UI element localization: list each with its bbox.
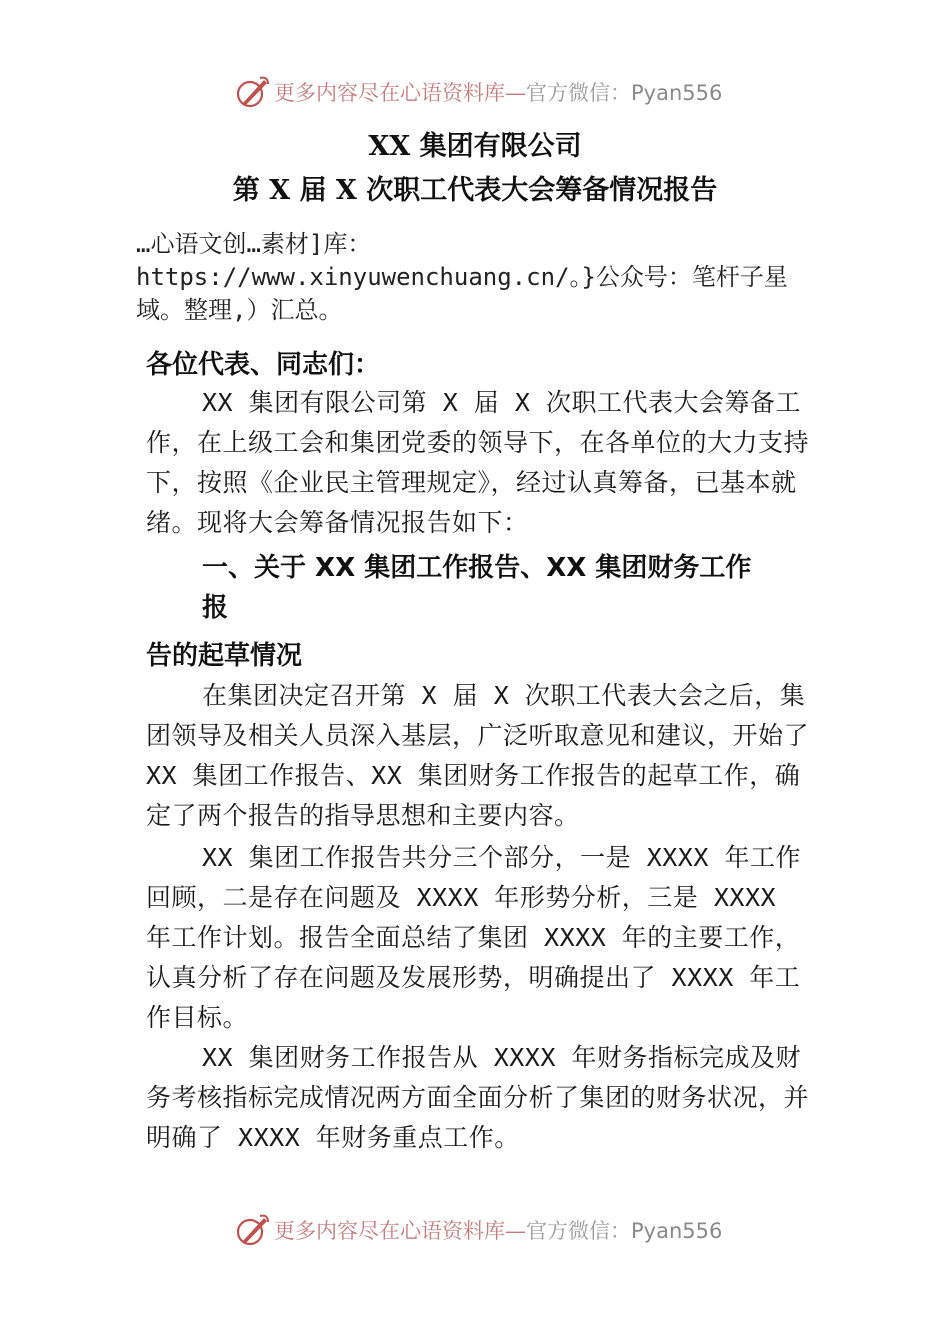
- banner-wechat-label: 官方微信：: [526, 1219, 631, 1243]
- salutation: 各位代表、同志们：: [146, 350, 381, 380]
- banner-account: Pyan556: [631, 81, 723, 105]
- banner-dash: —: [505, 1219, 526, 1243]
- banner-account: Pyan556: [631, 1219, 723, 1243]
- footer-banner: [0, 1210, 950, 1250]
- banner-site-name: 更多内容尽在心语资料库: [274, 1219, 505, 1243]
- source-note: …心语文创…素材]库：https://www.xinyuwenchuang.cn/。}公众号：笔杆子星域。整理,）汇总。: [136, 230, 788, 324]
- banner-text: [274, 1215, 722, 1245]
- quill-pen-logo-icon: [234, 1212, 270, 1248]
- section-heading-line1: 一、关于 XX 集团工作报告、XX 集团财务工作: [202, 553, 752, 583]
- section-heading-line3: 告的起草情况: [146, 641, 303, 671]
- banner-dash: —: [505, 81, 526, 105]
- banner-text: [274, 77, 722, 107]
- body-paragraph: XX 集团工作报告共分三个部分，一是 XXXX 年工作回顾，二是存在问题及 XXXX 年形势分析，三是 XXXX 年工作计划。报告全面总结了集团 XXXX 年的主要工作，认真分析了存在问题及发展形势，明确提出了 XXXX 年工作目标。: [146, 843, 801, 1032]
- header-banner: [0, 72, 950, 112]
- body-paragraph: XX 集团财务工作报告从 XXXX 年财务指标完成及财务考核指标完成情况两方面全面分析了集团的财务状况，并明确了 XXXX 年财务重点工作。: [146, 1043, 810, 1152]
- banner-site-name: 更多内容尽在心语资料库: [274, 81, 505, 105]
- document-title-line2: 第 X 届 X 次职工代表大会筹备情况报告: [232, 175, 718, 206]
- body-paragraph: 在集团决定召开第 X 届 X 次职工代表大会之后，集团领导及相关人员深入基层，广泛听取意见和建议，开始了 XX 集团工作报告、XX 集团财务工作报告的起草工作，确定了两个报告的指导思想和主要内容。: [146, 681, 810, 830]
- banner-wechat-label: 官方微信：: [526, 81, 631, 105]
- intro-paragraph: XX 集团有限公司第 X 届 X 次职工代表大会筹备工作，在上级工会和集团党委的领导下，在各单位的大力支持下，按照《企业民主管理规定》，经过认真筹备，已基本就绪。现将大会筹备情况报告如下：: [146, 388, 810, 537]
- quill-pen-logo-icon: [234, 74, 270, 110]
- document-title-line1: XX 集团有限公司: [368, 131, 582, 162]
- section-heading-line2: 报: [202, 593, 229, 623]
